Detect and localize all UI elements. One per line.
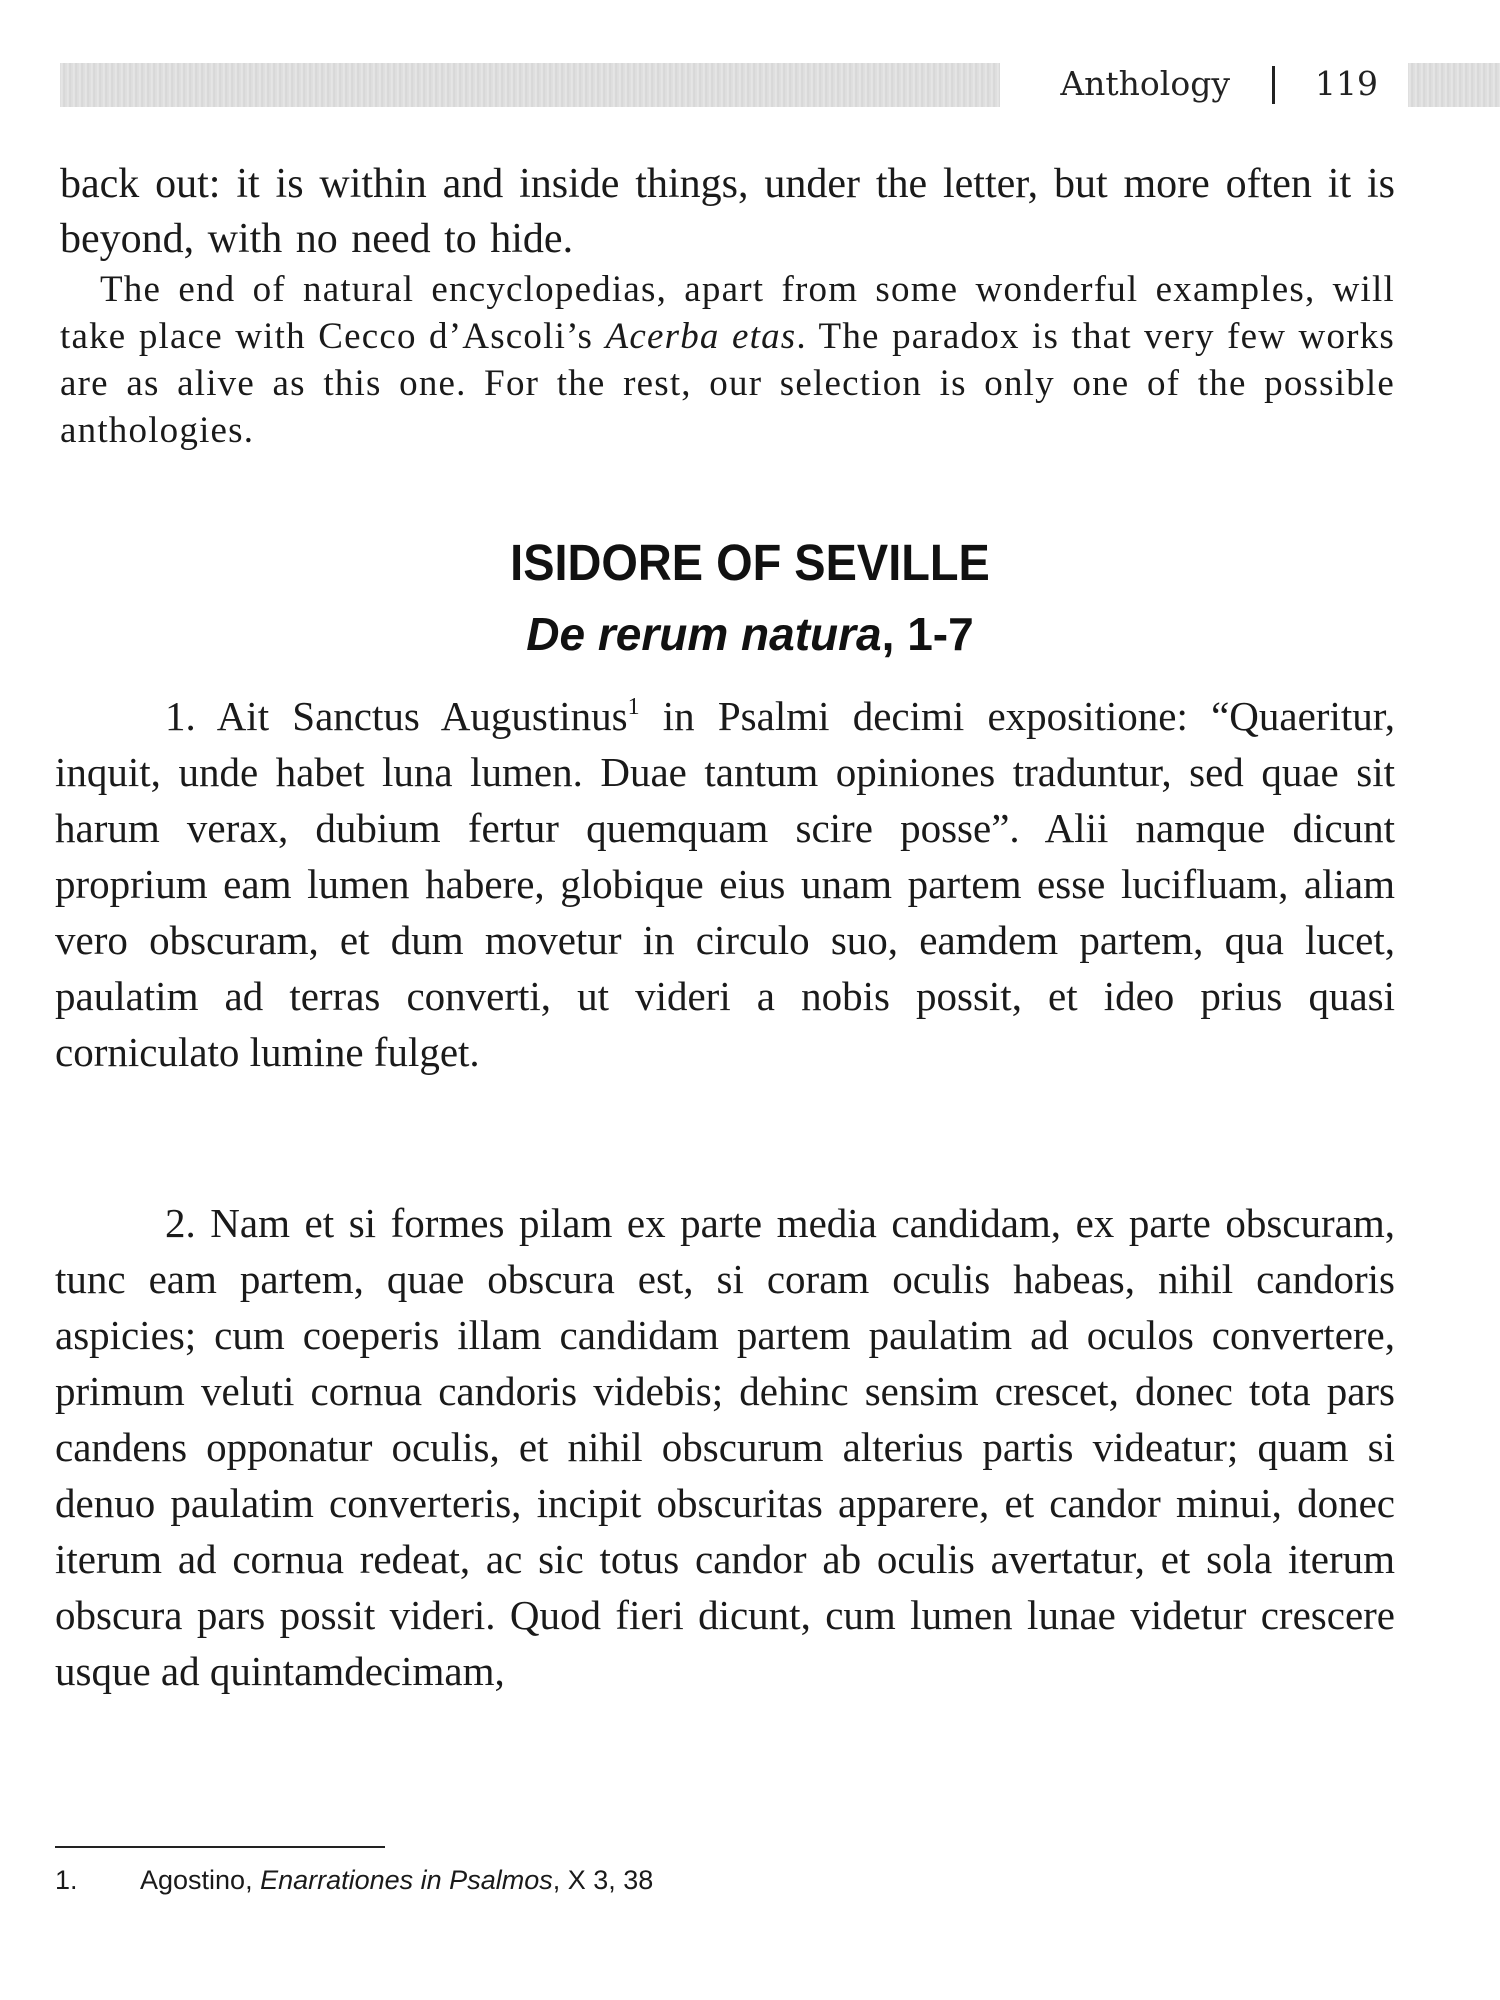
subtitle-range: , 1-7 (881, 608, 974, 660)
main-paragraph-1-start: 1. Ait Sanctus Augustinus (165, 693, 628, 739)
header-divider (1272, 66, 1275, 104)
running-title: Anthology (1060, 64, 1230, 103)
footnote-author: Agostino, (140, 1865, 261, 1895)
section-subtitle (0, 604, 1500, 664)
main-paragraph-1-rest: in Psalmi decimi expositione: “Quaeritur, inquit, unde habet luna lumen. Duae tantum opiniones traduntur, sed quae sit harum verax, dubium fertur quemquam scire posse”. Alii namque dicunt proprium eam lumen habere, globique eius unam partem esse lucifluam, aliam vero obscuram, et dum movetur in circulo suo, eamdem partem, qua lucet, paulatim ad terras converti, ut videri a nobis possit, et ideo prius quasi corniculato lumine fulget. (55, 693, 1395, 1075)
intro-paragraph-1: back out: it is within and inside things, under the letter, but more often it is beyond, with no need to hide. (60, 161, 1395, 262)
intro-paragraph-2-end: . The paradox is that very few works are as alive as this one. For the rest, our selection is only one of the possible anthologies. (60, 316, 1395, 451)
header-band-right (1408, 63, 1500, 107)
footnote-work: Enarrationes in Psalmos (260, 1865, 553, 1895)
intro-paragraph-2-start: The end of natural encyclopedias, apart from some wonderful examples, will take place with Cecco d’Ascoli’s (60, 269, 1395, 357)
page-number: 119 (1315, 64, 1378, 103)
intro-paragraph-2 (60, 266, 1395, 454)
section-heading: ISIDORE OF SEVILLE (510, 534, 990, 591)
header-band-left (60, 63, 1000, 107)
footnote-number: 1. (55, 1865, 78, 1895)
main-paragraph-2: 2. Nam et si formes pilam ex parte media candidam, ex parte obscuram, tunc eam partem, quae obscura est, si coram oculis habeas, nihil candoris aspicies; cum coeperis illam candidam partem paulatim ad oculos convertere, primum veluti cornua candoris videbis; dehinc sensim crescet, donec tota pars candens opponatur oculis, et nihil obscurum alterius partis videatur; quam si denuo paulatim converteris, incipit obscuritas apparere, et candor minui, donec iterum ad cornua redeat, ac sic totus candor ab oculis avertatur, et sola iterum obscura pars possit videri. Quod fieri dicunt, cum lumen lunae videtur crescere usque ad quintamdecimam, (55, 1200, 1395, 1694)
footnote-ref: , X 3, 38 (552, 1865, 654, 1895)
footnote-reference: 1 (627, 694, 640, 720)
footnote-rule (55, 1846, 385, 1848)
intro-work-title: Acerba etas (605, 316, 797, 357)
footnote (55, 1862, 1355, 1898)
main-paragraph-1 (55, 688, 1395, 1080)
subtitle-work: De rerum natura (526, 608, 882, 660)
